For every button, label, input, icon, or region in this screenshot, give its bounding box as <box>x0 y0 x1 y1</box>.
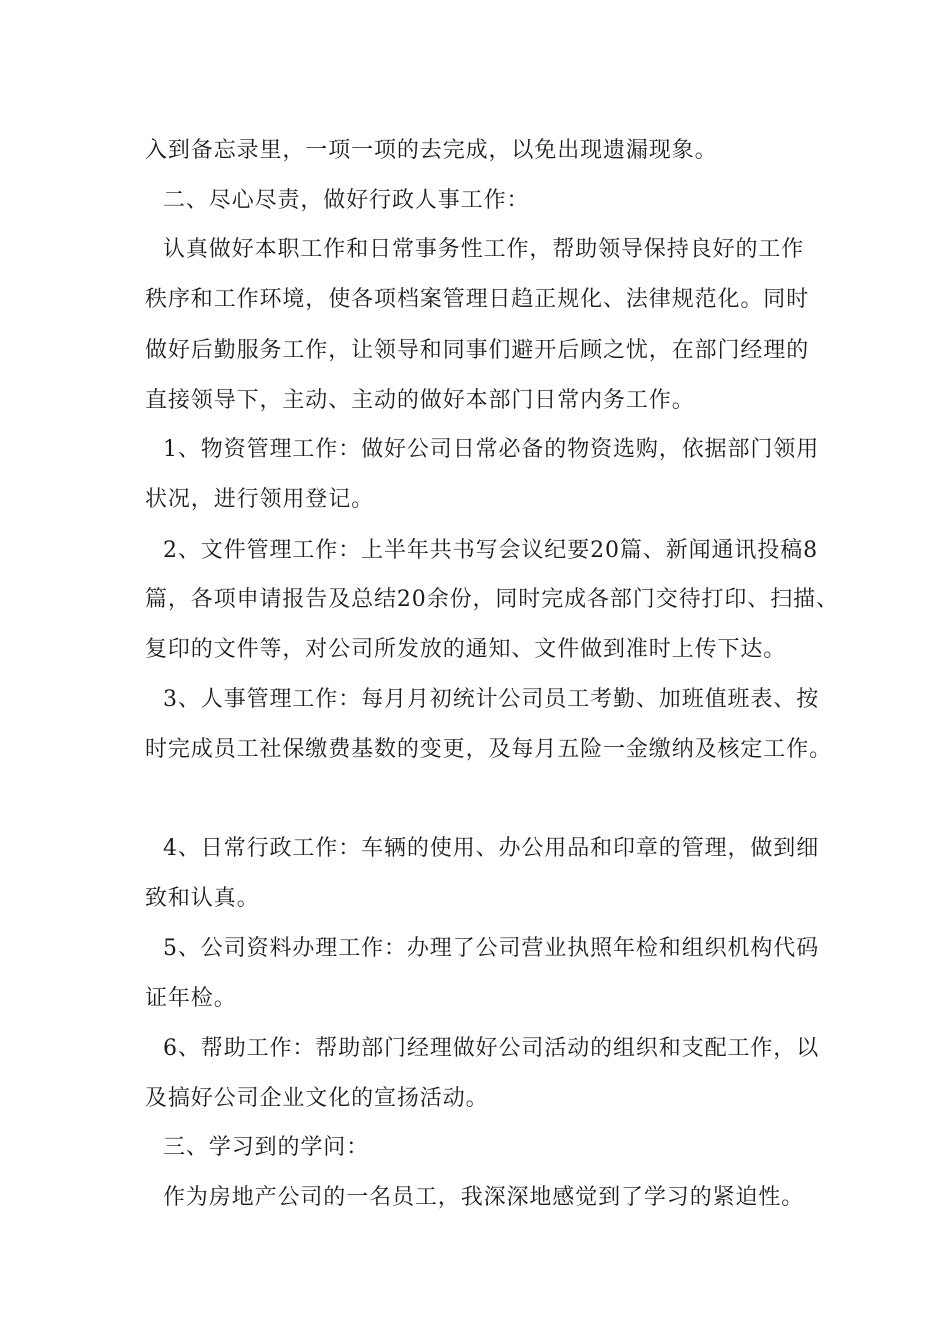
text-line: 及搞好公司企业文化的宣扬活动。 <box>145 1086 489 1111</box>
text-line: 复印的文件等，对公司所发放的通知、文件做到准时上传下达。 <box>145 637 787 662</box>
list-item: 2、文件管理工作：上半年共书写会议纪要20篇、新闻通讯投稿8 <box>163 538 818 563</box>
text-line: 入到备忘录里，一项一项的去完成，以免出现遗漏现象。 <box>145 138 718 163</box>
text-line: 状况，进行领用登记。 <box>145 487 375 512</box>
text-line: 做好后勤服务工作，让领导和同事们避开后顾之忧，在部门经理的 <box>145 338 810 363</box>
text-line: 时完成员工社保缴费基数的变更，及每月五险一金缴纳及核定工作。 <box>145 737 833 762</box>
list-item: 6、帮助工作：帮助部门经理做好公司活动的组织和支配工作，以 <box>163 1036 820 1061</box>
list-item: 3、人事管理工作：每月月初统计公司员工考勤、加班值班表、按 <box>163 687 820 712</box>
text-line: 证年检。 <box>145 986 237 1011</box>
text-line: 认真做好本职工作和日常事务性工作，帮助领导保持良好的工作 <box>163 237 805 262</box>
text-line: 直接领导下，主动、主动的做好本部门日常内务工作。 <box>145 388 695 413</box>
text-line: 致和认真。 <box>145 886 260 911</box>
list-item: 5、公司资料办理工作：办理了公司营业执照年检和组织机构代码 <box>163 936 820 961</box>
section-heading: 三、学习到的学问： <box>163 1135 370 1160</box>
text-line: 作为房地产公司的一名员工，我深深地感觉到了学习的紧迫性。 <box>163 1185 805 1210</box>
list-item: 4、日常行政工作：车辆的使用、办公用品和印章的管理，做到细 <box>163 836 820 861</box>
section-heading: 二、尽心尽责，做好行政人事工作： <box>163 188 530 213</box>
text-line: 篇，各项申请报告及总结20余份，同时完成各部门交待打印、扫描、 <box>145 587 839 612</box>
list-item: 1、物资管理工作：做好公司日常必备的物资选购，依据部门领用 <box>163 437 820 462</box>
text-line: 秩序和工作环境，使各项档案管理日趋正规化、法律规范化。同时 <box>145 287 810 312</box>
